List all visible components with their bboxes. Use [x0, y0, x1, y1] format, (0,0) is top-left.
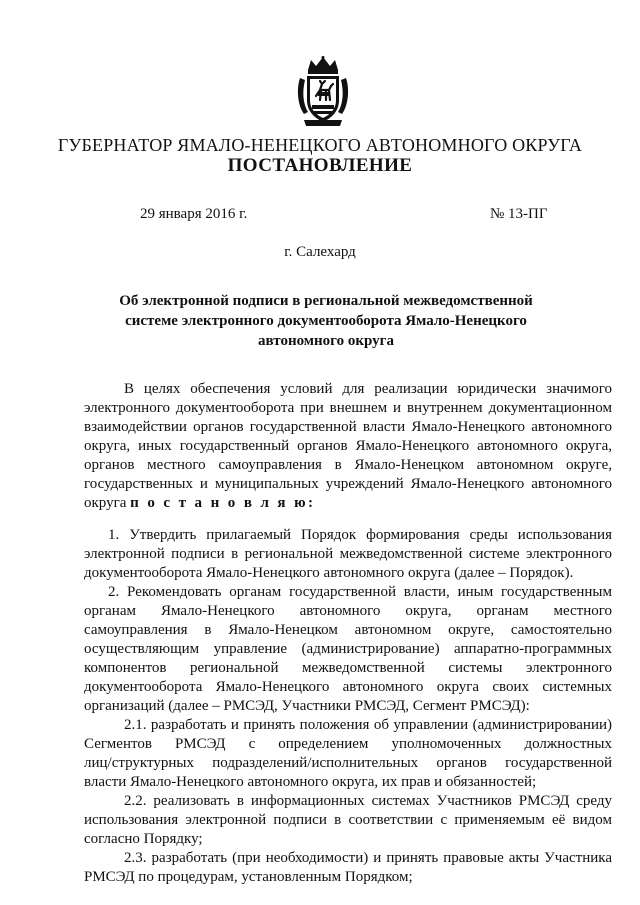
body-line: использования электронной подписи в соответствии с применяемым её видом: [84, 812, 612, 828]
decree-word: п о с т а н о в л я ю:: [130, 495, 316, 511]
body-line: 2. Рекомендовать органам государственной власти, иным государственным: [108, 584, 612, 600]
coat-of-arms-icon: [296, 56, 350, 128]
body-line: органам Ямало-Ненецкого автономного округа, органам местного: [84, 603, 612, 619]
title-line: Об электронной подписи в региональной межведомственной: [119, 293, 533, 309]
body-line: органов местного самоуправления в Ямало-Ненецком автономном округе,: [84, 457, 612, 473]
body-line: В целях обеспечения условий для реализации юридически значимого: [124, 381, 612, 397]
body-line: власти Ямало-Ненецкого автономного округа, их прав и обязанностей;: [84, 774, 537, 790]
document-number: № 13-ПГ: [490, 206, 548, 222]
title-line: автономного округа: [258, 333, 394, 349]
body-line: взаимодействии органов государственной власти Ямало-Ненецкого автономного: [84, 419, 612, 435]
body-line: Сегментов РМСЭД с определением уполномоченных должностных: [84, 736, 612, 752]
body-line: осуществляющим управление (администрирование) аппаратно-программных: [84, 641, 612, 657]
body-line: 2.3. разработать (при необходимости) и принять правовые акты Участника: [124, 850, 612, 866]
body-line: электронной подписи в региональной межведомственной системе электронного: [84, 546, 612, 562]
body-line: документооборота Ямало-Ненецкого автономного округа своих системных: [84, 679, 612, 695]
body-line: государственных и муниципальных учреждений Ямало-Ненецкого автономного: [84, 476, 612, 492]
body-line: электронного документооборота при внешнем и внутреннем документационном: [84, 400, 612, 416]
body-line: компонентов региональной межведомственной системы электронного: [84, 660, 612, 676]
body-line: организаций (далее – РМСЭД, Участники РМСЭД, Сегмент РМСЭД):: [84, 698, 530, 714]
body-line: лиц/структурных подразделений/исполнительных органов государственной: [84, 755, 612, 771]
document-city: г. Салехард: [284, 244, 356, 260]
document-date: 29 января 2016 г.: [140, 206, 248, 222]
body-line: 1. Утвердить прилагаемый Порядок формирования среды использования: [108, 527, 612, 543]
issuer-heading: ГУБЕРНАТОР ЯМАЛО-НЕНЕЦКОГО АВТОНОМНОГО ОКРУГА: [57, 135, 583, 155]
title-line: системе электронного документооборота Ямало-Ненецкого: [125, 313, 527, 329]
body-line: согласно Порядку;: [84, 831, 203, 847]
document-title: [100, 291, 552, 351]
body-line-final: [84, 494, 612, 512]
body-line: 2.2. реализовать в информационных системах Участников РМСЭД среду: [124, 793, 612, 809]
body-line: РМСЭД по процедурам, установленным Порядком;: [84, 869, 413, 885]
body-line: округа, иных государственный органов Ямало-Ненецкого автономного округа,: [84, 438, 612, 454]
coat-of-arms-emblem: [296, 56, 350, 128]
document-type-heading: ПОСТАНОВЛЕНИЕ: [227, 155, 413, 176]
body-text: округа: [84, 495, 127, 511]
body-line: документооборота Ямало-Ненецкого автономного округа (далее – Порядок).: [84, 565, 574, 581]
body-line: самоуправления в Ямало-Ненецком автономном округе, самостоятельно: [84, 622, 612, 638]
body-line: 2.1. разработать и принять положения об управлении (администрировании): [124, 717, 612, 733]
